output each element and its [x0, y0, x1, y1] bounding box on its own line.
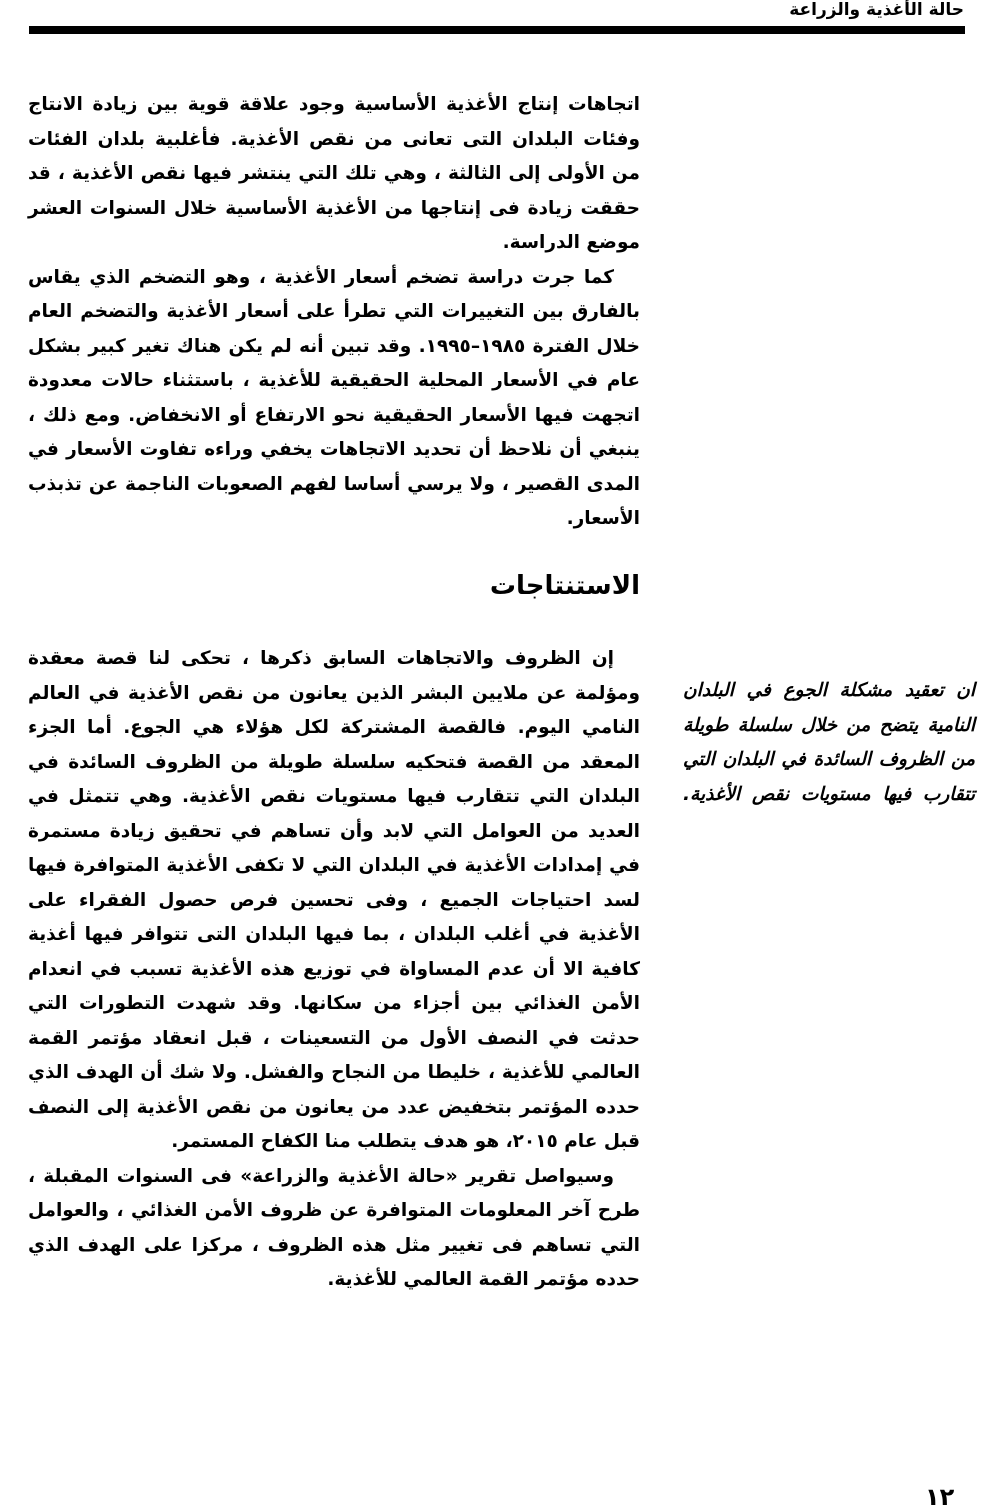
- sidebar-pull-quote: ان تعقيد مشكلة الجوع في البلدان النامية يتضح من خلال سلسلة طويلة من الظروف السائدة في البلدان التي تتقارب فيها مستويات نقص الأغذية.: [683, 680, 975, 805]
- header-rule: [29, 26, 965, 34]
- section-heading-conclusions: الاستنتاجات: [489, 571, 640, 601]
- section-intro-body: [28, 88, 640, 537]
- section-conclusions-body: [28, 642, 640, 1298]
- body-paragraph: كما جرت دراسة تضخم أسعار الأغذية ، وهو التضخم الذي يقاس بالفارق بين التغييرات التي تطرأ على أسعار الأغذية والتضخم العام خلال الفترة ١٩٨٥–١٩٩٥. وقد تبين أنه لم يكن هناك تغير كبير بشكل عام في الأسعار المحلية الحقيقية للأغذية ، باستثناء حالات معدودة اتجهت فيها الأسعار الحقيقية نحو الارتفاع أو الانخفاض. ومع ذلك ، ينبغي أن نلاحظ أن تحديد الاتجاهات يخفي وراءه تفاوت الأسعار في المدى القصير ، ولا يرسي أساسا لفهم الصعوبات الناجمة عن تذبذب الأسعار.: [28, 266, 640, 529]
- body-paragraph: اتجاهات إنتاج الأغذية الأساسية وجود علاقة قوية بين زيادة الانتاج وفئات البلدان التى تعانى من نقص الأغذية. فأغلبية بلدان الفئات من الأولى إلى الثالثة ، وهي تلك التي ينتشر فيها نقص الأغذية ، قد حققت زيادة فى إنتاجها من الأغذية الأساسية خلال السنوات العشر موضع الدراسة.: [28, 94, 640, 253]
- page-number: ١٢: [925, 1483, 955, 1511]
- running-header-title: حالة الأغذية والزراعة: [789, 0, 964, 20]
- body-paragraph: إن الظروف والاتجاهات السابق ذكرها ، تحكى لنا قصة معقدة ومؤلمة عن ملايين البشر الذين يعانون من نقص الأغذية في العالم النامي اليوم. فالقصة المشتركة لكل هؤلاء هي الجوع. أما الجزء المعقد من القصة فتحكيه سلسلة طويلة من الظروف السائدة في البلدان التي تتقارب فيها مستويات نقص الأغذية. وهي تتمثل في العديد من العوامل التي لابد وأن تساهم في تحقيق زيادة مستمرة في إمدادات الأغذية في البلدان التي لا تكفى الأغذية المتوافرة فيها لسد احتياجات الجميع ، وفى تحسين فرص حصول الفقراء على الأغذية في أغلب البلدان ، بما فيها البلدان التى تتوافر فيها أغذية كافية الا أن عدم المساواة في توزيع هذه الأغذية تسبب في انعدام الأمن الغذائي بين أجزاء من سكانها. وقد شهدت التطورات التي حدثت في النصف الأول من التسعينات ، قبل انعقاد مؤتمر القمة العالمي للأغذية ، خليطا من النجاح والفشل. ولا شك أن الهدف الذي حدده المؤتمر بتخفيض عدد من يعانون من نقص الأغذية إلى النصف قبل عام ٢٠١٥، هو هدف يتطلب منا الكفاح المستمر.: [28, 648, 640, 1152]
- body-paragraph: وسيواصل تقرير «حالة الأغذية والزراعة» فى السنوات المقبلة ، طرح آخر المعلومات المتوافرة عن ظروف الأمن الغذائي ، والعوامل التي تساهم فى تغيير مثل هذه الظروف ، مركزا على الهدف الذي حدده مؤتمر القمة العالمي للأغذية.: [28, 1165, 640, 1290]
